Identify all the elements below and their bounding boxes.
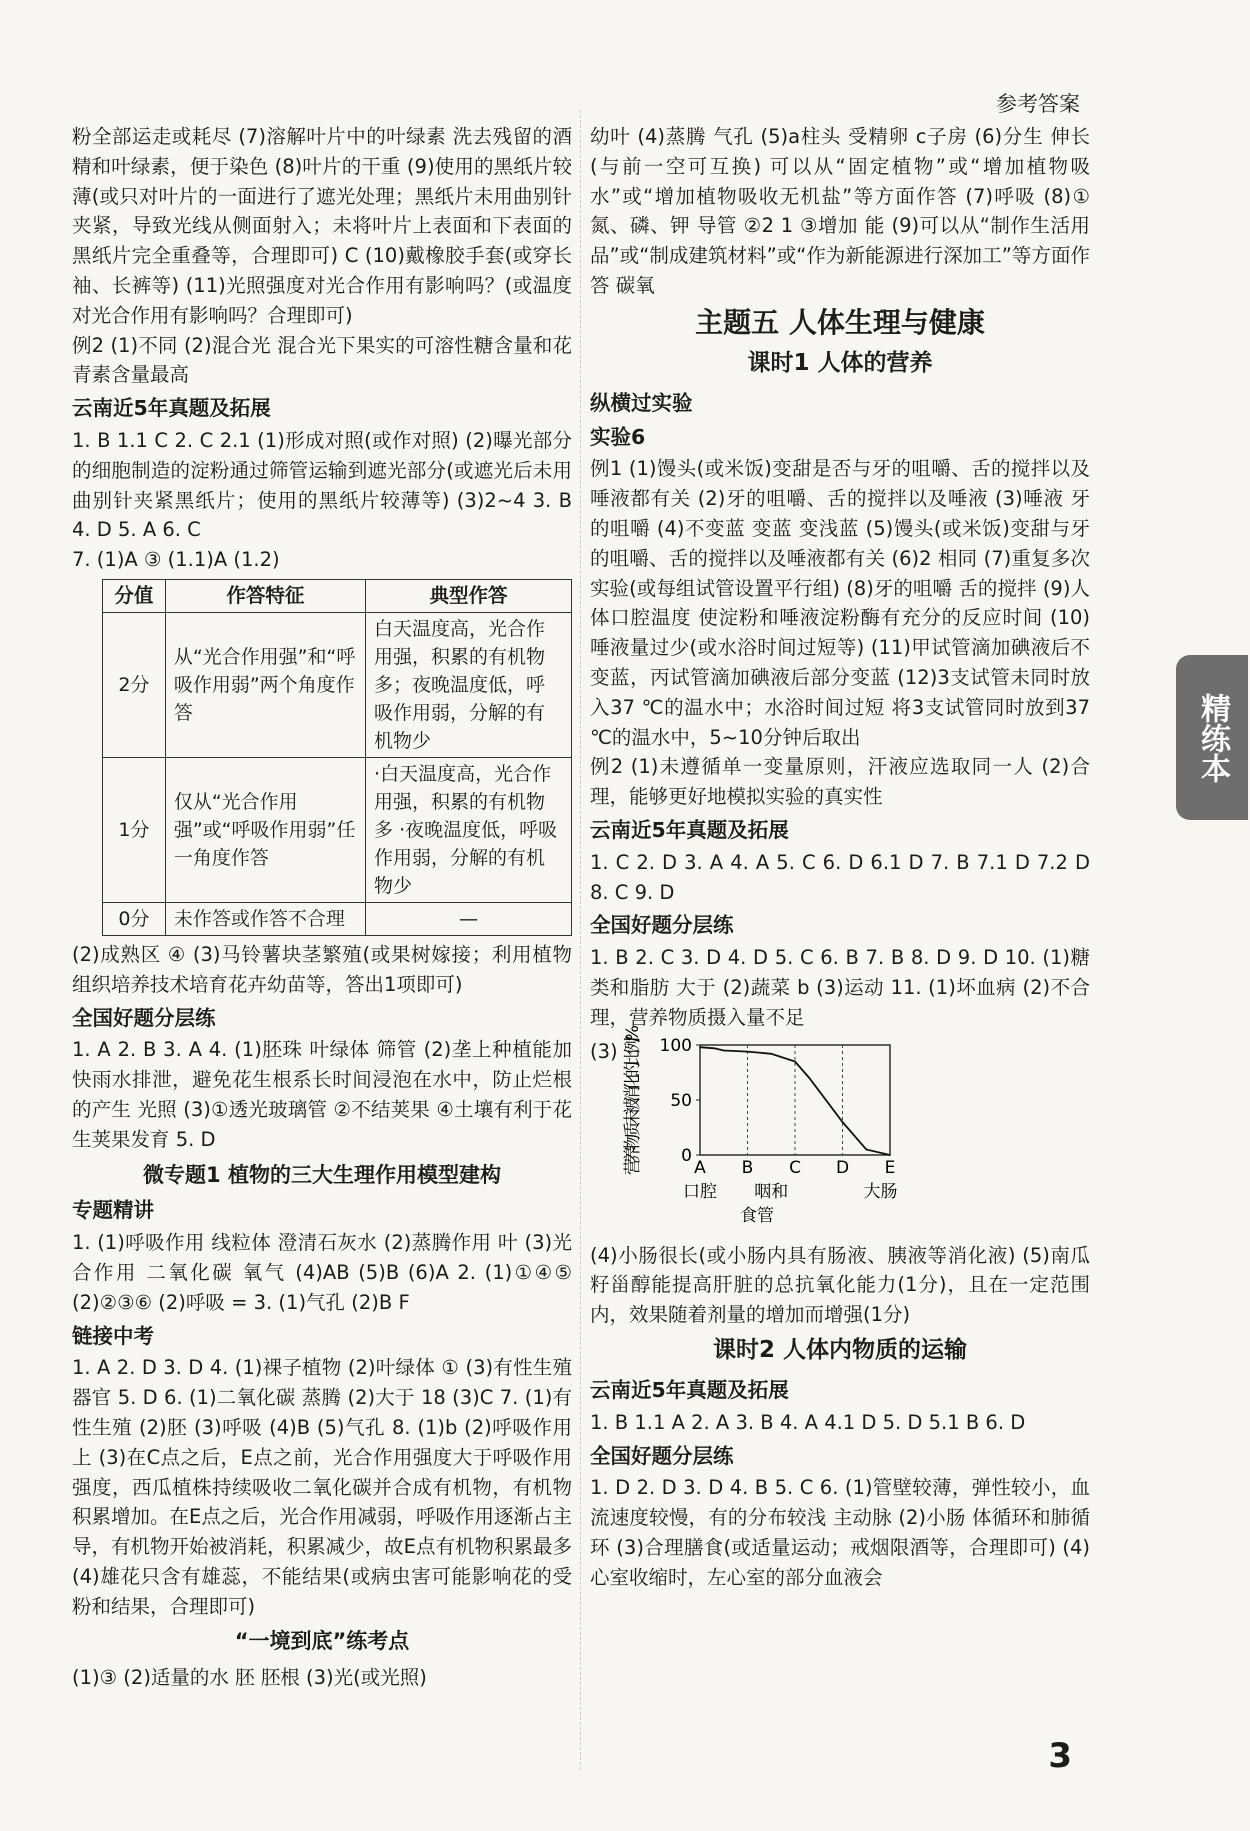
section-heading-national: 全国好题分层练 (72, 1005, 216, 1030)
y-tick-label: 100 (659, 1035, 692, 1056)
national-answers: 1. B 2. C 3. D 4. D 5. C 6. B 7. B 8. D 9. D 10. (1)糖类和脂肪 大于 (2)蔬菜 b (3)运动 11. (1)坏血病 (2)不合理，营养物质摄入量不足 (590, 946, 1090, 1029)
data-point (794, 1060, 796, 1062)
data-point (865, 1148, 867, 1150)
page-number: 3 (1048, 1736, 1072, 1776)
right-column (590, 122, 1090, 1592)
region-label-pharynx: 咽和 (754, 1181, 789, 1202)
region-label-esophagus: 食管 (740, 1205, 774, 1226)
section-heading-national: 全国好题分层练 (590, 913, 734, 938)
table-row (103, 902, 572, 935)
table-row (103, 757, 572, 902)
section-heading-national-2: 全国好题分层练 (590, 1443, 734, 1468)
yunnan-answers-2: 1. B 1.1 A 2. A 3. B 4. A 4.1 D 5. D 5.1 B 6. D (590, 1410, 1026, 1434)
link-answers: 1. A 2. D 3. D 4. (1)裸子植物 (2)叶绿体 ① (3)有性生殖 器官 5. D 6. (1)二氧化碳 蒸腾 (2)大于 18 (3)C 7. (1)有性生殖 (2)胚 (3)呼吸 (4)B (5)气孔 8. (1)b (2)呼吸作用 上 (3)在C点之后，E点之前，光合作用强度大于呼吸作用强度，西瓜植株持续吸收二氧化碳并合成有机物，有机物积累增加。在E点之后，光合作用减弱，呼吸作用逐渐占主导，有机物开始被消耗，积累减少，故E点有机物积累最多 (4)雄花只含有雄蕊，不能结果(或病虫害可能影响花的受粉和结果，合理即可) (72, 1356, 572, 1618)
zhuanti-answers: 1. (1)呼吸作用 线粒体 澄清石灰水 (2)蒸腾作用 叶 (3)光合作用 二氧化碳 氧气 (4)AB (5)B (6)A 2. (1)①④⑤ (2)②③⑥ (2)呼吸 = 3. (1)气孔 (2)B F (72, 1231, 572, 1314)
region-label-large-intestine: 大肠 (863, 1181, 898, 1202)
section-heading-experiment-6: 实验6 (590, 424, 646, 449)
data-point (808, 1077, 810, 1079)
table-cell-typical: 白天温度高，光合作用强，积累的有机物多；夜晚温度低，呼吸作用弱，分解的有机物少 (366, 612, 572, 757)
yijing-answers: (1)③ (2)适量的水 胚 胚根 (3)光(或光照) (72, 1666, 427, 1690)
example-2: 例2 (1)未遵循单一变量原则，汗液应选取同一人 (2)合理，能够更好地模拟实验的真实性 (590, 755, 1090, 809)
table-cell-feature: 未作答或作答不合理 (165, 902, 365, 935)
question-11-more: (4)小肠很长(或小肠内具有肠液、胰液等消化液) (5)南瓜籽甾醇能提高肝脏的总抗氧化能力(1分)，且在一定范围内，效果随着剂量的增加而增强(1分) (590, 1243, 1090, 1327)
side-tab-label: 精练本 (1195, 692, 1230, 783)
section-heading-link: 链接中考 (72, 1323, 154, 1348)
example-1: 例1 (1)馒头(或米饭)变甜是否与牙的咀嚼、舌的搅拌以及唾液都有关 (2)牙的咀嚼、舌的搅拌以及唾液 (3)唾液 牙的咀嚼 (4)不变蓝 变蓝 变浅蓝 (5)馒头(或米饭)变甜与牙的咀嚼、舌的搅拌以及唾液都有关 (6)2 相同 (7)重复多次实验(或每组试管设置平行组) (8)牙的咀嚼 舌的搅拌 (9)人体口腔温度 使淀粉和唾液淀粉酶有充分的反应时间 (10)唾液量过少(或水浴时间过短等) (11)甲试管滴加碘液后不变蓝，丙试管滴加碘液后部分变蓝 (12)3支试管未同时放入37 ℃的温水中；水浴时间过短 将3支试管同时放到37 ℃的温水中，5~10分钟后取出 (590, 457, 1090, 749)
micro-topic-title: 微专题1 植物的三大生理作用模型建构 (143, 1162, 501, 1187)
data-point (699, 1046, 701, 1048)
section-heading-yunnan-2: 云南近5年真题及拓展 (590, 1377, 789, 1402)
section-heading-yunnan: 云南近5年真题及拓展 (590, 817, 789, 842)
national-answers-2: 1. D 2. D 3. D 4. B 5. C 6. (1)管壁较薄，弹性较小，血流速度较慢，有的分布较浅 主动脉 (2)小肠 体循环和肺循环 (3)合理膳食(或适量运动；戒烟限酒等，合理即可) (4)心室收缩时，左心室的部分血液会 (590, 1476, 1090, 1589)
region-label-mouth: 口腔 (683, 1181, 717, 1202)
table-header: 典型作答 (366, 579, 572, 612)
table-cell-feature: 仅从“光合作用强”或“呼吸作用弱”任一角度作答 (165, 757, 365, 902)
national-answers: 1. A 2. B 3. A 4. (1)胚珠 叶绿体 筛管 (2)垄上种植能加快雨水排泄，避免花生根系长时间浸泡在水中，防止烂根的产生 光照 (3)①透光玻璃管 ②不结荚果 ④土壤有利于花生荚果发育 5. D (72, 1038, 572, 1151)
x-tick-label: B (741, 1157, 754, 1178)
y-tick-label: 0 (681, 1145, 692, 1166)
data-point (889, 1154, 891, 1156)
data-point (723, 1049, 725, 1051)
yunnan-answers: 1. C 2. D 3. A 4. A 5. C 6. D 6.1 D 7. B 7.1 D 7.2 D 8. C 9. D (590, 850, 1090, 904)
data-point (842, 1121, 844, 1123)
x-tick-label: C (789, 1157, 801, 1178)
x-tick-label: A (694, 1157, 706, 1178)
x-tick-label: D (835, 1157, 850, 1178)
theme-title: 主题五 人体生理与健康 (695, 305, 985, 339)
data-point (713, 1047, 715, 1049)
question-11-3-label: (3) (590, 1039, 618, 1063)
table-header: 作答特征 (165, 579, 365, 612)
question-7-continued: (2)成熟区 ④ (3)马铃薯块茎繁殖(或果树嫁接；利用植物组织培养技术培育花卉幼苗等，答出1项即可) (72, 942, 572, 996)
x-tick-label: E (884, 1157, 896, 1178)
table-cell-score: 0分 (103, 902, 166, 935)
table-cell-score: 2分 (103, 612, 166, 757)
question-7: 7. (1)A ③ (1.1)A (1.2) (72, 548, 280, 572)
column-divider (580, 110, 581, 1770)
yijing-title: “一境到底”练考点 (234, 1629, 410, 1654)
y-axis-label: 营养物质未被消化的比例/% (623, 1024, 643, 1175)
table-header: 分值 (103, 579, 166, 612)
example-2: 例2 (1)不同 (2)混合光 混合光下果实的可溶性糖含量和花青素含量最高 (72, 333, 572, 387)
left-column (72, 122, 572, 1693)
digestion-line-chart (620, 1024, 950, 1235)
y-tick-label: 50 (670, 1090, 692, 1111)
table-cell-feature: 从“光合作用强”和“呼吸作用弱”两个角度作答 (165, 612, 365, 757)
data-point (747, 1050, 749, 1052)
data-point (770, 1053, 772, 1055)
table-cell-score: 1分 (103, 757, 166, 902)
page-header: 参考答案 (996, 92, 1080, 116)
section-heading-yunnan: 云南近5年真题及拓展 (72, 396, 271, 421)
lesson-1-title: 课时1 人体的营养 (747, 349, 933, 376)
lesson-2-title: 课时2 人体内物质的运输 (712, 1336, 967, 1363)
scoring-table (102, 579, 572, 936)
section-heading-zhuanti: 专题精讲 (72, 1198, 154, 1223)
section-heading-zongheng: 纵横过实验 (590, 390, 693, 415)
digestion-chart-container (590, 1024, 1090, 1235)
table-cell-typical: ·白天温度高，光合作用强，积累的有机物多 ·夜晚温度低，呼吸作用弱，分解的有机物少 (366, 757, 572, 902)
answer-continuation: 幼叶 (4)蒸腾 气孔 (5)a柱头 受精卵 c子房 (6)分生 伸长(与前一空可互换) 可以从“固定植物”或“增加植物吸水”或“增加植物吸收无机盐”等方面作答 (7)呼吸 (8)①氮、磷、钾 导管 ②2 1 ③增加 能 (9)可以从“制作生活用品”或“制成建筑材料”或“作为新能源进行深加工”等方面作答 碳氧 (590, 125, 1090, 297)
table-row (103, 612, 572, 757)
side-tab (1176, 655, 1248, 820)
yunnan-answers: 1. B 1.1 C 2. C 2.1 (1)形成对照(或作对照) (2)曝光部分的细胞制造的淀粉通过筛管运输到遮光部分(或遮光后未用曲别针夹紧黑纸片；使用的黑纸片较薄等) (3)2~4 3. B 4. D 5. A 6. C (72, 428, 572, 542)
table-cell-typical: — (366, 902, 572, 935)
answer-continuation: 粉全部运走或耗尽 (7)溶解叶片中的叶绿素 洗去残留的酒精和叶绿素，便于染色 (8)叶片的干重 (9)使用的黑纸片较薄(或只对叶片的一面进行了遮光处理；黑纸片未用曲别针夹紧，导致光线从侧面射入；未将叶片上表面和下表面的黑纸片完全重叠等，合理即可) C (10)戴橡胶手套(或穿长袖、长裤等) (11)光照强度对光合作用有影响吗？(或温度对光合作用有影响吗？合理即可) (72, 125, 572, 327)
table-header-row (103, 579, 572, 612)
